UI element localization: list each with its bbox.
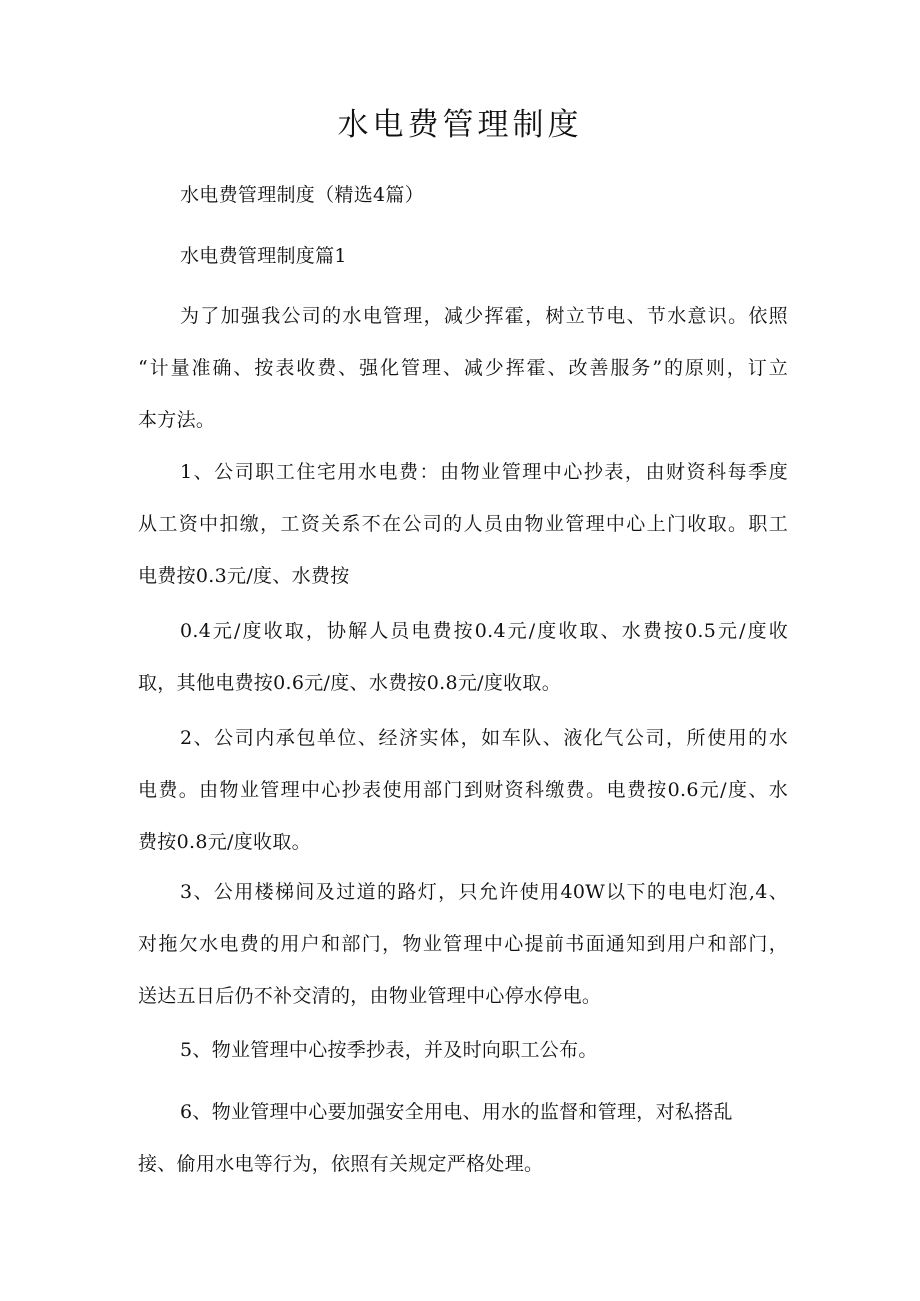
paragraph-line: 0.4元/度收取，协解人员电费按0.4元/度收取、水费按0.5元/度收 [180,620,788,642]
paragraph-line: 送达五日后仍不补交清的，由物业管理中心停水停电。 [138,985,602,1007]
subtitle-block [138,169,788,221]
paragraph-line: 电费按0.3元/度、水费按 [138,565,350,587]
section-heading: 水电费管理制度篇1 [180,245,347,267]
paragraph-line: 1、公司职工住宅用水电费：由物业管理中心抄表，由财资科每季度 [180,461,788,483]
paragraph-line: 本方法。 [138,409,216,431]
paragraph-line: 费按0.8元/度收取。 [138,831,311,853]
paragraph-line: 接、偷用水电等行为，依照有关规定严格处理。 [138,1153,544,1175]
paragraph-item-2 [138,712,788,868]
paragraph-line: 对拖欠水电费的用户和部门，物业管理中心提前书面通知到用户和部门， [138,933,788,955]
document-subtitle: 水电费管理制度（精选4篇） [180,184,424,206]
paragraph-line: “计量准确、按表收费、强化管理、减少挥霍、改善服务”的原则，订立 [138,357,788,379]
paragraph-item-1 [138,446,788,602]
paragraph-line: 3、公用楼梯间及过道的路灯，只允许使用40W以下的电电灯泡,4、 [180,881,788,903]
paragraph-line: 电费。由物业管理中心抄表使用部门到财资科缴费。电费按0.6元/度、水 [138,779,788,801]
paragraph-item-5 [138,1024,788,1076]
paragraph-line: 从工资中扣缴，工资关系不在公司的人员由物业管理中心上门收取。职工 [138,513,788,535]
paragraph-item-1-continued [138,605,788,709]
paragraph-line: 为了加强我公司的水电管理，减少挥霍，树立节电、节水意识。依照 [180,305,788,327]
paragraph-line: 6、物业管理中心要加强安全用电、用水的监督和管理，对私搭乱 [180,1101,733,1123]
paragraph-line: 2、公司内承包单位、经济实体，如车队、液化气公司，所使用的水 [180,727,788,749]
paragraph-line: 5、物业管理中心按季抄表，并及时向职工公布。 [180,1039,598,1061]
document-title: 水电费管理制度 [337,107,583,143]
paragraph-item-3-4 [138,866,788,1022]
section-heading-block [138,230,788,282]
paragraph-item-6 [138,1086,788,1190]
paragraph-intro [138,290,788,446]
paragraph-line: 取，其他电费按0.6元/度、水费按0.8元/度收取。 [138,672,562,694]
